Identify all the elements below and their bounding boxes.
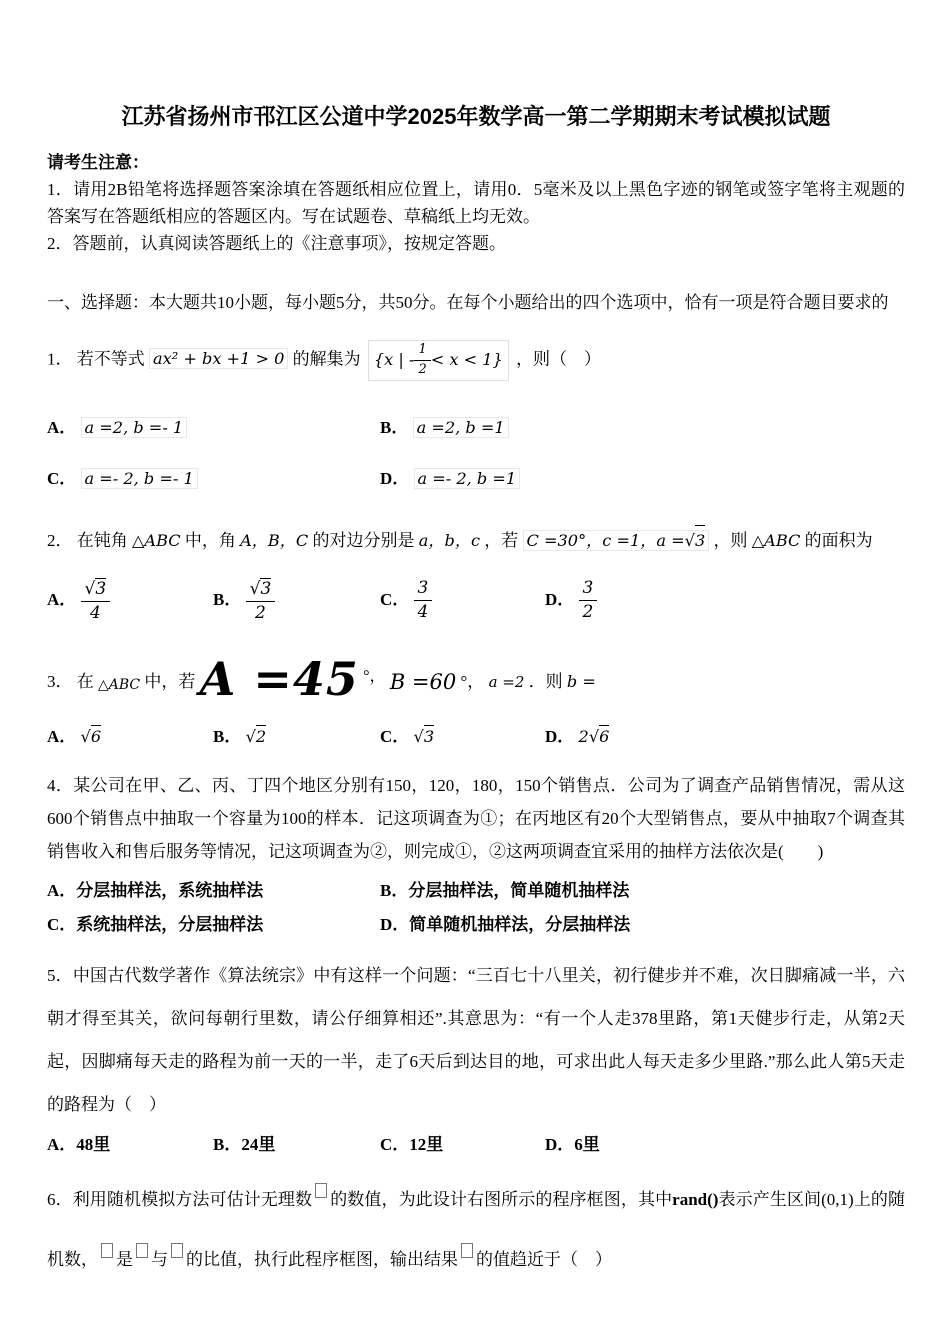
- fraction-numerator: 3: [582, 577, 594, 598]
- radicand: 6: [599, 726, 610, 746]
- option-b: [213, 578, 380, 624]
- question-5-stem: 5．中国古代数学著作《算法统宗》中有这样一个问题：“三百七十八里关，初行健步并不难，次日脚痛减一半，六朝才得至其关，欲问每朝行里数，请公仔细算相还”.其意思为：“有一个人走378里路，第1天健步行走，从第2天起，因脚痛每天走的路程为前一天的一半，走了6天后到达目的地，可求出此人每天走多少里路.”那么此人第5天走的路程为（ ）: [47, 965, 905, 1114]
- notice-item-2: 2．答题前，认真阅读答题纸上的《注意事项》，按规定答题。: [47, 234, 506, 253]
- stem-text: 的值趋近于（ ）: [476, 1249, 612, 1269]
- stem-text: 若不等式: [76, 349, 145, 369]
- fraction-denominator: 2: [579, 600, 598, 623]
- stem-text: 的比值，执行此程序框图，输出结果: [186, 1249, 458, 1269]
- option-text: 分层抽样法，简单随机抽样法: [408, 880, 630, 900]
- page-title: 江苏省扬州市邗江区公道中学2025年数学高一第二学期期末考试模拟试题: [121, 104, 831, 129]
- option-label: A．: [47, 726, 77, 746]
- fraction-numerator: [81, 578, 111, 602]
- option-label: B．: [213, 1134, 242, 1154]
- radicand: 6: [90, 726, 102, 746]
- option-b: [213, 1130, 380, 1160]
- radical-sign: √: [84, 578, 96, 599]
- triangle-abc-formula: △ABC: [132, 530, 181, 550]
- stem-text: 的数值，为此设计右图所示的程序框图，其中: [330, 1189, 673, 1209]
- missing-glyph-box: [315, 1183, 327, 1198]
- fraction-one-half: [414, 343, 430, 378]
- stem-text: ，若: [484, 530, 519, 550]
- question-3: [47, 651, 905, 747]
- option-c: [47, 910, 380, 940]
- stem-text: 的解集为: [292, 349, 361, 369]
- rand-function-text: rand(): [672, 1189, 719, 1209]
- missing-glyph-box: [101, 1243, 113, 1258]
- fraction-formula: [246, 578, 276, 624]
- missing-glyph-box: [461, 1243, 473, 1258]
- option-text: 简单随机抽样法，分层抽样法: [409, 914, 631, 934]
- set-prefix: {x | -: [373, 349, 415, 369]
- option-b: [380, 413, 905, 438]
- radical-formula: [579, 727, 610, 746]
- question-4: [47, 769, 905, 940]
- radical-sign: √: [413, 726, 424, 746]
- question-3-stem: [47, 651, 905, 706]
- option-c: [380, 722, 545, 747]
- question-6: [47, 1170, 905, 1290]
- radical-formula: [414, 727, 435, 746]
- question-5: [47, 954, 905, 1160]
- question-6-stem: [47, 1170, 905, 1290]
- option-label: A．: [47, 417, 77, 437]
- fraction-numerator: 3: [417, 577, 429, 598]
- notice-header: 请考生注意：: [47, 153, 149, 172]
- coefficient: 2: [578, 726, 589, 746]
- option-c: [47, 464, 380, 489]
- stem-text: 6．利用随机模拟方法可估计无理数: [47, 1189, 313, 1209]
- question-2-stem: [47, 525, 905, 554]
- inequality-formula: ax² + bx +1 > 0: [149, 348, 288, 369]
- question-1-options: [47, 413, 905, 489]
- option-label: C．: [380, 726, 410, 746]
- stem-text: 中，若: [144, 671, 196, 691]
- option-a: [47, 1130, 213, 1160]
- stem-text: ，则（ ）: [516, 349, 602, 369]
- radical-sign: √: [249, 578, 261, 599]
- option-a: [47, 876, 380, 906]
- degree-symbol: °，: [460, 671, 485, 691]
- stem-text: 是: [116, 1249, 133, 1269]
- option-label: D．: [545, 589, 575, 609]
- question-1-stem: [47, 340, 905, 381]
- stem-text: 中，角: [184, 530, 236, 550]
- option-text: 12里: [409, 1134, 444, 1154]
- angles-formula: A，B，C: [240, 530, 309, 550]
- fraction-denominator: 2: [246, 601, 276, 624]
- option-formula: a =- 2, b =- 1: [81, 468, 198, 489]
- stem-text: 的对边分别是: [312, 530, 415, 550]
- question-1: [47, 340, 905, 489]
- option-label: D．: [545, 726, 575, 746]
- option-label: C．: [47, 468, 77, 488]
- side-b-formula: b =: [566, 671, 596, 691]
- radicand: 2: [255, 726, 267, 746]
- radicand: 3: [260, 578, 272, 599]
- radical-sign: √: [588, 726, 600, 746]
- question-5-options: [47, 1130, 905, 1160]
- missing-glyph-box: [171, 1243, 183, 1258]
- option-label: D．: [545, 1134, 575, 1154]
- stem-text: 表示产生区间(0,1)上的随机: [47, 1189, 906, 1269]
- fraction-numerator: 1: [418, 342, 427, 357]
- missing-glyph-box: [136, 1243, 148, 1258]
- question-2-options: [47, 578, 905, 624]
- angle-a-large-formula: A =45: [199, 651, 359, 706]
- radical-formula: [81, 727, 102, 746]
- option-label: B．: [213, 726, 242, 746]
- section-header: 一、选择题：本大题共10小题，每小题5分，共50分。在每个小题给出的四个选项中，恰有一项是符合题目要求的: [47, 293, 889, 312]
- option-label: A．: [47, 589, 77, 609]
- angle-b-formula: B =60: [389, 669, 457, 694]
- fraction-formula: [414, 579, 433, 623]
- fraction-denominator: 4: [81, 601, 111, 624]
- option-label: A．: [47, 880, 77, 900]
- fraction-numerator: [246, 578, 276, 602]
- stem-text: 与: [151, 1249, 168, 1269]
- notice-item-1: 1．请用2B铅笔将选择题答案涂填在答题纸相应位置上，请用0．5毫米及以上黑色字迹的钢笔或签字笔将主观题的答案写在答题纸相应的答题区内。写在试题卷、草稿纸上均无效。: [47, 180, 905, 226]
- option-d: [545, 579, 905, 623]
- condition-text: C =30°，c =1，a =: [526, 530, 685, 550]
- degree-symbol: °，: [363, 667, 386, 685]
- radicand: 3: [95, 578, 107, 599]
- fraction-denominator: 2: [414, 360, 430, 378]
- option-a: [47, 578, 213, 624]
- radical-sign: √: [245, 726, 256, 746]
- option-formula: a =2, b =1: [413, 417, 509, 438]
- triangle-abc-formula: △ABC: [751, 530, 801, 550]
- option-label: B．: [213, 589, 242, 609]
- option-formula: a =2, b =- 1: [81, 417, 188, 438]
- question-4-stem: 4．某公司在甲、乙、丙、丁四个地区分别有150，120，180，150个销售点．公司为了调查产品销售情况，需从这600个销售点中抽取一个容量为100的样本．记这项调查为①；在丙地区有20个大型销售点，要从中抽取7个调查其销售收入和售后服务等情况，记这项调查为②，则完成①，②这两项调查宜采用的抽样方法依次是( ): [47, 775, 905, 861]
- option-d: [545, 1130, 905, 1160]
- radicand: 3: [423, 726, 435, 746]
- fraction-formula: [579, 579, 598, 623]
- option-label: A．: [47, 1134, 77, 1154]
- option-label: C．: [47, 914, 77, 934]
- option-text: 6里: [574, 1134, 600, 1154]
- set-suffix: < x < 1}: [430, 349, 503, 369]
- stem-text: 在: [76, 671, 94, 691]
- radicand: 3: [695, 525, 705, 554]
- option-label: C．: [380, 589, 410, 609]
- option-c: [380, 579, 545, 623]
- side-a-formula: a =2: [488, 672, 525, 691]
- option-text: 24里: [241, 1134, 276, 1154]
- option-c: [380, 1130, 545, 1160]
- option-text: 48里: [76, 1134, 111, 1154]
- stem-text: ，则: [713, 530, 748, 550]
- option-d: [545, 722, 905, 747]
- stem-text: 的面积为: [804, 530, 873, 550]
- option-d: [380, 464, 905, 489]
- option-text: 系统抽样法，分层抽样法: [76, 914, 264, 934]
- question-number: 2．: [47, 530, 73, 550]
- fraction-denominator: 4: [414, 600, 433, 623]
- stem-text: ．则: [528, 671, 563, 691]
- stem-text: 数，: [64, 1249, 98, 1269]
- given-conditions-formula: [523, 530, 710, 551]
- option-label: D．: [380, 914, 410, 934]
- option-a: [47, 722, 213, 747]
- question-2: [47, 525, 905, 624]
- option-b: [380, 876, 905, 906]
- radical-sign: √: [684, 530, 695, 550]
- option-label: C．: [380, 1134, 410, 1154]
- option-b: [213, 722, 380, 747]
- triangle-abc-formula: △ABC: [98, 676, 141, 693]
- stem-text: 在钝角: [76, 530, 128, 550]
- option-label: D．: [380, 468, 410, 488]
- radical-formula: [246, 727, 267, 746]
- radical-sign: √: [80, 726, 91, 746]
- question-number: 1．: [47, 349, 73, 369]
- question-number: 3．: [47, 671, 73, 691]
- sides-formula: a，b，c: [418, 530, 481, 550]
- option-d: [380, 910, 905, 940]
- solution-set-formula: [368, 340, 509, 381]
- fraction-formula: [81, 578, 111, 624]
- option-label: B．: [380, 417, 409, 437]
- option-formula: a =- 2, b =1: [414, 468, 521, 489]
- question-4-options: [47, 876, 905, 940]
- option-label: B．: [380, 880, 409, 900]
- question-3-options: [47, 722, 905, 747]
- option-a: [47, 413, 380, 438]
- option-text: 分层抽样法，系统抽样法: [76, 880, 264, 900]
